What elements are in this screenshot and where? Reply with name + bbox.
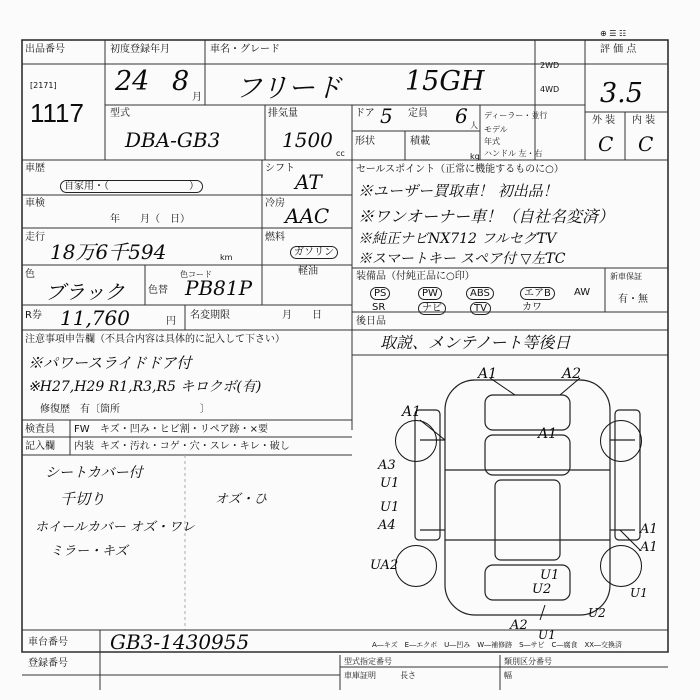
cap-value: 6 bbox=[455, 104, 468, 128]
new-warranty-label: 新車保証 bbox=[610, 272, 642, 281]
mark-a4: A4 bbox=[378, 518, 396, 533]
handle-label: ハンドル 左・右 bbox=[484, 149, 543, 158]
plate-label: 車台番号 bbox=[28, 637, 68, 648]
ctrl3-label: 車庫証明 bbox=[344, 671, 376, 680]
recycle-value: 11,760 bbox=[60, 306, 130, 330]
equip-label: 装備品（付純正品に○印） bbox=[356, 271, 475, 282]
cool-label: 冷房 bbox=[265, 198, 285, 209]
recycle-unit: 円 bbox=[166, 316, 176, 327]
mileage-label: 走行 bbox=[25, 232, 45, 243]
shift-value: AT bbox=[295, 170, 322, 194]
equip-abs-oval: ABS bbox=[466, 287, 494, 300]
mark-a1-left: A1 bbox=[402, 404, 422, 420]
equip-pw-oval: PW bbox=[418, 287, 442, 300]
equip-navi bbox=[418, 302, 446, 315]
car-name: フリード bbox=[235, 73, 342, 104]
model-value: DBA-GB3 bbox=[125, 128, 221, 152]
sales-line1: ※ユーザー買取車！ 初出品！ bbox=[358, 182, 558, 200]
sales-label: セールスポイント（正常に機能するものに○） bbox=[356, 164, 564, 175]
reg-label: 初度登録年月 bbox=[110, 44, 170, 55]
color-swap-label: 色替 bbox=[148, 285, 168, 296]
door-label: ドア bbox=[355, 108, 375, 119]
eval-label: 評 価 点 bbox=[600, 44, 637, 55]
ctrl4-label: 長さ bbox=[400, 671, 416, 680]
equip-tv-oval: TV bbox=[470, 302, 491, 315]
drive-2wd: 2WD bbox=[540, 61, 560, 70]
lot-number: 1117 bbox=[30, 98, 84, 128]
shape-label: 形状 bbox=[355, 136, 375, 147]
free-note2: 千切り bbox=[60, 490, 106, 508]
equip-sr: SR bbox=[372, 302, 386, 313]
equip-abs bbox=[466, 287, 494, 300]
color-label: 色 bbox=[25, 269, 35, 280]
mark-u1-b: U1 bbox=[380, 500, 400, 515]
color-value: ブラック bbox=[45, 280, 125, 304]
mark-u1-e: U1 bbox=[630, 586, 648, 600]
model-label: 型式 bbox=[110, 108, 130, 119]
equip-leather: カワ bbox=[522, 302, 542, 313]
mark-a2-top: A2 bbox=[562, 366, 582, 382]
model-year-label: モデル bbox=[484, 125, 508, 134]
equip-ps bbox=[370, 287, 390, 300]
wheel-front-right bbox=[600, 420, 642, 462]
sales-line4: ※スマートキー スペア付 ▽左TC bbox=[358, 251, 566, 267]
history-value bbox=[60, 180, 203, 193]
load-unit: kg bbox=[470, 152, 480, 161]
fuel-gas bbox=[290, 246, 338, 259]
sales-line2: ※ワンオーナー車！（自社名変済） bbox=[358, 207, 615, 226]
mileage-unit: km bbox=[220, 253, 233, 262]
lot-label: 出品番号 bbox=[25, 44, 65, 55]
plate-value: GB3-1430955 bbox=[110, 630, 250, 654]
inspection-row1: キズ・凹み・ヒビ割・リペア跡・×要 bbox=[100, 424, 268, 435]
equip-ps-oval: PS bbox=[370, 287, 390, 300]
reg-month: 8 bbox=[172, 66, 190, 97]
mark-a2-bottom: A2 bbox=[510, 618, 528, 633]
mark-a3: A3 bbox=[378, 458, 396, 473]
mark-u2-b: U2 bbox=[588, 606, 606, 620]
int-score: C bbox=[638, 132, 654, 156]
ctrl5-label: 幅 bbox=[504, 671, 512, 680]
door-value: 5 bbox=[380, 104, 393, 128]
int-label: 内 装 bbox=[632, 115, 656, 126]
after-label: 後日品 bbox=[356, 316, 386, 327]
inspect-label: 車検 bbox=[25, 198, 45, 209]
r-label: R券 bbox=[25, 310, 42, 321]
cap-label: 定員 bbox=[408, 108, 428, 119]
disp-label: 排気量 bbox=[268, 108, 298, 119]
car-grade: 15GH bbox=[405, 66, 485, 97]
name-change-label: 名変期限 bbox=[190, 310, 230, 321]
sales-line3: ※純正ナビNX712 フルセグTV bbox=[358, 231, 557, 247]
mark-a1-top: A1 bbox=[478, 366, 498, 382]
top-corner-marks: ⊕ ☰ ☷ bbox=[600, 29, 627, 38]
cap-unit: 人 bbox=[470, 121, 478, 130]
inner-label: 内装 bbox=[74, 441, 94, 452]
mark-u2-a: U2 bbox=[532, 582, 552, 597]
equip-pw bbox=[418, 287, 442, 300]
wheel-rear-left bbox=[395, 545, 437, 587]
inspection-row2: キズ・汚れ・コゲ・穴・スレ・キレ・破し bbox=[100, 441, 290, 452]
equip-airbag bbox=[520, 287, 555, 300]
fuel-gas-oval: ガソリン bbox=[290, 246, 338, 259]
notes-line1: ※パワースライドドア付 bbox=[28, 354, 192, 372]
free-note-right: オズ・ひ bbox=[215, 492, 267, 507]
reg-number-label: 登録番号 bbox=[28, 658, 68, 669]
fw-label: FW bbox=[74, 424, 90, 435]
mark-a1-center: A1 bbox=[538, 426, 558, 442]
mark-a1-right1: A1 bbox=[640, 522, 658, 537]
model-year-unit: 年式 bbox=[484, 137, 500, 146]
free-note1: シートカバー付 bbox=[45, 465, 143, 481]
equip-aw: AW bbox=[574, 287, 591, 298]
ctrl1-label: 型式指定番号 bbox=[344, 657, 392, 666]
free-note3: ホイールカバー オズ・ワレ bbox=[35, 520, 195, 535]
load-label: 積載 bbox=[410, 136, 430, 147]
name-change-value: 月 日 bbox=[282, 310, 322, 321]
reg-year: 24 bbox=[115, 66, 150, 97]
ext-label: 外 装 bbox=[592, 115, 616, 126]
fuel-light: 軽油 bbox=[298, 266, 318, 277]
equip-navi-oval: ナビ bbox=[418, 302, 446, 315]
mark-u1-a: U1 bbox=[380, 476, 400, 491]
inspect-value: 年 月（ 日） bbox=[110, 214, 190, 225]
cool-value: AAC bbox=[285, 204, 330, 228]
notes-repair: 修復歴 有〔箇所 〕 bbox=[40, 404, 210, 415]
after-value: 取説、メンテノート等後日 bbox=[380, 333, 571, 352]
shift-label: シフト bbox=[265, 163, 295, 174]
ctrl2-label: 類別区分番号 bbox=[504, 657, 552, 666]
notes-label: 注意事項申告欄（不具合内容は具体的に記入して下さい） bbox=[25, 334, 285, 345]
equip-airbag-oval: エアB bbox=[520, 287, 555, 300]
notes-line2: ※H27,H29 R1,R3,R5 キロクボ(有) bbox=[28, 379, 262, 395]
checker-label: 検査員 bbox=[25, 424, 55, 435]
mileage-value: 18万6千594 bbox=[50, 240, 167, 264]
wheel-front-left bbox=[395, 420, 437, 462]
reg-month-unit: 月 bbox=[192, 92, 202, 103]
name-label: 車名・グレード bbox=[210, 44, 280, 55]
diagram-legend: A―キズ E―エクボ U―凹み W―補修跡 S―サビ C―腐食 XX―交換済 bbox=[372, 641, 623, 649]
eval-score: 3.5 bbox=[600, 78, 643, 109]
drive-4wd: 4WD bbox=[540, 85, 560, 94]
mark-a1-right2: A1 bbox=[640, 540, 658, 555]
disp-unit: cc bbox=[336, 149, 345, 158]
recorder-label: 記入欄 bbox=[25, 441, 55, 452]
color-code-label: 色コード bbox=[180, 270, 212, 279]
free-note4: ミラー・キズ bbox=[50, 544, 128, 559]
wheel-rear-right bbox=[600, 545, 642, 587]
dealer-label: ディーラー・並行 bbox=[484, 111, 548, 120]
ext-score: C bbox=[598, 132, 614, 156]
mark-ua2: UA2 bbox=[370, 558, 399, 573]
warranty-value: 有・無 bbox=[618, 294, 648, 305]
color-code: PB81P bbox=[185, 276, 253, 300]
mark-u1-c: U1 bbox=[540, 568, 560, 583]
history-label: 車歴 bbox=[25, 163, 45, 174]
disp-value: 1500 bbox=[282, 128, 333, 152]
fuel-label: 燃料 bbox=[265, 232, 285, 243]
mark-u1-d: U1 bbox=[538, 628, 556, 642]
history-private-oval: 自家用・（ ） bbox=[60, 180, 203, 193]
equip-tv bbox=[470, 302, 491, 315]
lot-sub: [2171] bbox=[30, 81, 57, 90]
